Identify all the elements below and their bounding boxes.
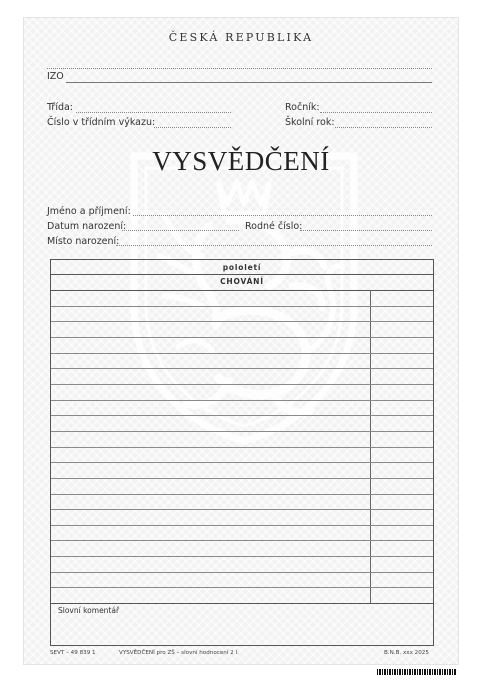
table-row-line <box>51 384 433 385</box>
document-title: VYSVĚDČENÍ <box>152 146 330 176</box>
birth-date-label: Datum narození: <box>47 221 127 232</box>
table-row-line <box>51 415 433 416</box>
table-row-line <box>51 368 433 369</box>
country-heading: ČESKÁ REPUBLIKA <box>168 31 314 44</box>
table-row-line <box>51 400 433 401</box>
table-row-line <box>51 603 433 604</box>
table-row-line <box>51 353 433 354</box>
table-row-line <box>51 478 433 479</box>
table-row-line <box>51 494 433 495</box>
table-row-line <box>51 509 433 510</box>
birth-number-label: Rodné číslo: <box>245 221 303 232</box>
period-divider <box>51 274 433 275</box>
birth-date-field <box>122 230 239 231</box>
table-row-line <box>51 525 433 526</box>
table-row-line <box>51 447 433 448</box>
name-label: Jméno a příjmení: <box>47 206 131 217</box>
year-label: Ročník: <box>285 102 320 113</box>
comment-label: Slovní komentář <box>58 606 120 615</box>
table-row-line <box>51 431 433 432</box>
table-row-line <box>51 572 433 573</box>
table-row-line <box>51 462 433 463</box>
table-row-line <box>51 337 433 338</box>
izo-field <box>66 82 432 83</box>
period-header: pololetí <box>222 263 262 272</box>
table-row-line <box>51 306 433 307</box>
school-year-label: Školní rok: <box>285 117 335 128</box>
birth-place-label: Místo narození: <box>47 236 120 247</box>
evaluation-table <box>50 259 434 646</box>
print-info: B.N.B. xxx 2025 <box>384 650 429 656</box>
form-description: VYSVĚDČENÍ pro ZŠ – slovní hodnocení 2 l. <box>119 650 239 656</box>
register-number-label: Číslo v třídním výkazu: <box>47 117 156 128</box>
year-field <box>320 112 432 113</box>
name-field <box>133 215 432 216</box>
school-year-field <box>335 127 432 128</box>
class-label: Třída: <box>47 102 74 113</box>
table-row-line <box>51 321 433 322</box>
barcode-strip <box>377 669 457 675</box>
register-number-field <box>154 127 231 128</box>
class-field <box>76 112 231 113</box>
birth-place-field <box>116 245 432 246</box>
table-row-line <box>51 587 433 588</box>
conduct-divider <box>51 290 433 291</box>
table-row-line <box>51 540 433 541</box>
table-row-line <box>51 556 433 557</box>
form-code: SEVT – 49 839 1 <box>50 650 96 656</box>
certificate-sheet <box>23 17 459 665</box>
conduct-header: CHOVÁNÍ <box>220 277 264 286</box>
birth-number-field <box>300 230 432 231</box>
izo-top-divider <box>47 68 432 69</box>
izo-label: IZO <box>47 71 64 82</box>
